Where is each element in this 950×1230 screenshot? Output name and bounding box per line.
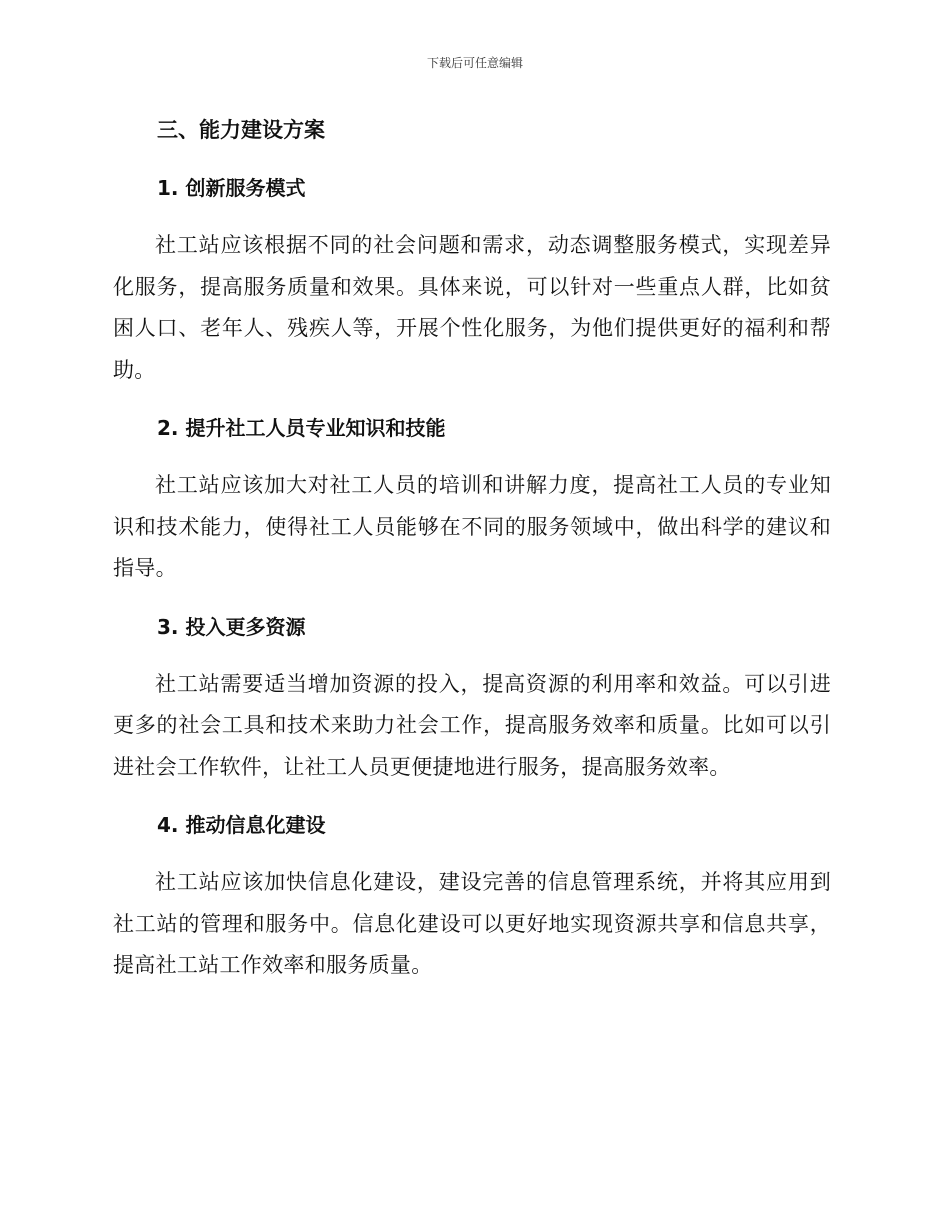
spacer [113, 148, 831, 170]
subheading-1: 1. 创新服务模式 [157, 176, 306, 200]
paragraph-2: 社工站应该加大对社工人员的培训和讲解力度，提高社工人员的专业知识和技术能力，使得社工人员能够在不同的服务领域中，做出科学的建议和指导。 [113, 473, 831, 580]
paragraph-1: 社工站应该根据不同的社会问题和需求，动态调整服务模式，实现差异化服务，提高服务质量和效果。具体来说，可以针对一些重点人群，比如贫困人口、老年人、残疾人等，开展个性化服务，为他们提供更好的福利和帮助。 [113, 233, 831, 382]
subheading-3: 3. 投入更多资源 [157, 614, 306, 639]
section-title: 三、能力建设方案 [157, 118, 325, 142]
spacer [113, 391, 831, 410]
spacer [113, 788, 831, 807]
spacer [113, 590, 831, 609]
spacer [113, 645, 831, 664]
spacer [113, 446, 831, 465]
document-body [113, 112, 831, 987]
subheading-2: 2. 提升社工人员专业知识和技能 [157, 416, 446, 440]
paragraph-4: 社工站应该加快信息化建设，建设完善的信息管理系统，并将其应用到社工站的管理和服务中。信息化建设可以更好地实现资源共享和信息共享，提高社工站工作效率和服务质量。 [113, 870, 831, 977]
spacer [113, 206, 831, 225]
subheading-4: 4. 推动信息化建设 [157, 813, 326, 837]
spacer [113, 843, 831, 862]
paragraph-3: 社工站需要适当增加资源的投入，提高资源的利用率和效益。可以引进更多的社会工具和技术来助力社会工作，提高服务效率和质量。比如可以引进社会工作软件，让社工人员更便捷地进行服务，提高服务效率。 [113, 671, 831, 779]
page-header-note: 下载后可任意编辑 [426, 56, 523, 70]
